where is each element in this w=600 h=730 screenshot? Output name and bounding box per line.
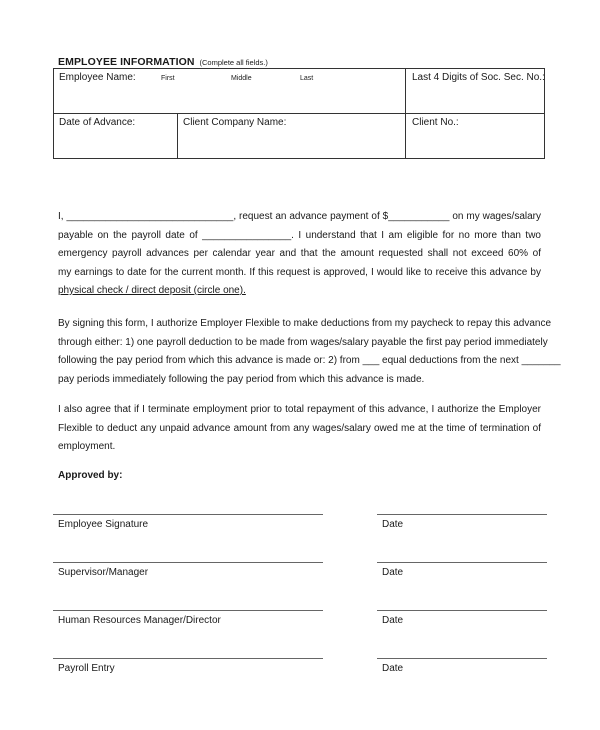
payroll-signature-line[interactable] (53, 658, 323, 659)
client-company-field[interactable] (178, 114, 406, 158)
paragraph-line: following the pay period from which this advance is made or: 2) from ___ equal deductions from the next _______ (58, 355, 561, 366)
date-of-advance-label: Date of Advance: (59, 117, 136, 128)
client-no-label: Client No.: (412, 117, 459, 128)
paragraph-line: employment. (58, 441, 116, 452)
payroll-signature-label: Payroll Entry (58, 663, 115, 674)
supervisor-date-label: Date (382, 567, 404, 578)
hr-date-label: Date (382, 615, 404, 626)
paragraph-line: By signing this form, I authorize Employer Flexible to make deductions from my paycheck to repay this advance (58, 318, 552, 329)
termination-paragraph (58, 401, 541, 457)
middle-name-hint: Middle (231, 75, 252, 82)
hr-signature-line[interactable] (53, 610, 323, 611)
employee-name-field[interactable] (54, 69, 406, 114)
supervisor-signature-label: Supervisor/Manager (58, 567, 149, 578)
last-name-hint: Last (300, 75, 314, 82)
client-no-field[interactable] (406, 114, 544, 158)
supervisor-signature-line[interactable] (53, 562, 323, 563)
date-of-advance-field[interactable] (54, 114, 178, 158)
payroll-date-label: Date (382, 663, 404, 674)
paragraph-line: payable on the payroll date of ________________. I understand that I am eligible for no more than two (58, 229, 541, 241)
employee-signature-line[interactable] (53, 514, 323, 515)
paragraph-line: emergency payroll advances per calendar year and that the amount requested shall not exceed 60% of (58, 248, 541, 259)
authorization-paragraph (58, 315, 561, 389)
request-paragraph (58, 208, 541, 301)
employee-date-label: Date (382, 519, 404, 530)
ssn-label: Last 4 Digits of Soc. Sec. No.: (412, 72, 545, 83)
hr-date-line[interactable] (377, 610, 547, 611)
supervisor-date-line[interactable] (377, 562, 547, 563)
approved-by-heading: Approved by: (58, 470, 123, 481)
paragraph-line: I also agree that if I terminate employment prior to total repayment of this advance, I authorize the Employer (58, 404, 541, 415)
hr-signature-label: Human Resources Manager/Director (58, 615, 221, 626)
paragraph-line: I, ______________________________, request an advance payment of $___________ on my wages/salary (58, 211, 541, 222)
section-note: (Complete all fields.) (199, 58, 268, 67)
payroll-date-line[interactable] (377, 658, 547, 659)
paragraph-line: through either: 1) one payroll deduction to be made from wages/salary payable the first pay period immediately (58, 336, 548, 348)
section-heading (58, 56, 268, 68)
first-name-hint: First (161, 75, 175, 82)
employee-info-table (53, 68, 545, 159)
paragraph-line: pay periods immediately following the pay period from which this advance is made. (58, 373, 425, 385)
section-title: EMPLOYEE INFORMATION (58, 56, 195, 68)
employee-date-line[interactable] (377, 514, 547, 515)
paragraph-line: Flexible to deduct any unpaid advance amount from any wages/salary owed me at the time of termination of (58, 422, 541, 434)
employee-name-label: Employee Name: (59, 72, 136, 83)
client-company-label: Client Company Name: (183, 117, 287, 128)
paragraph-line: my earnings to date for the current month. If this request is approved, I would like to receive this advance by (58, 266, 541, 278)
payment-method-choice[interactable]: physical check / direct deposit (circle one). (58, 285, 246, 296)
ssn-field[interactable] (406, 69, 544, 114)
employee-signature-label: Employee Signature (58, 519, 149, 530)
